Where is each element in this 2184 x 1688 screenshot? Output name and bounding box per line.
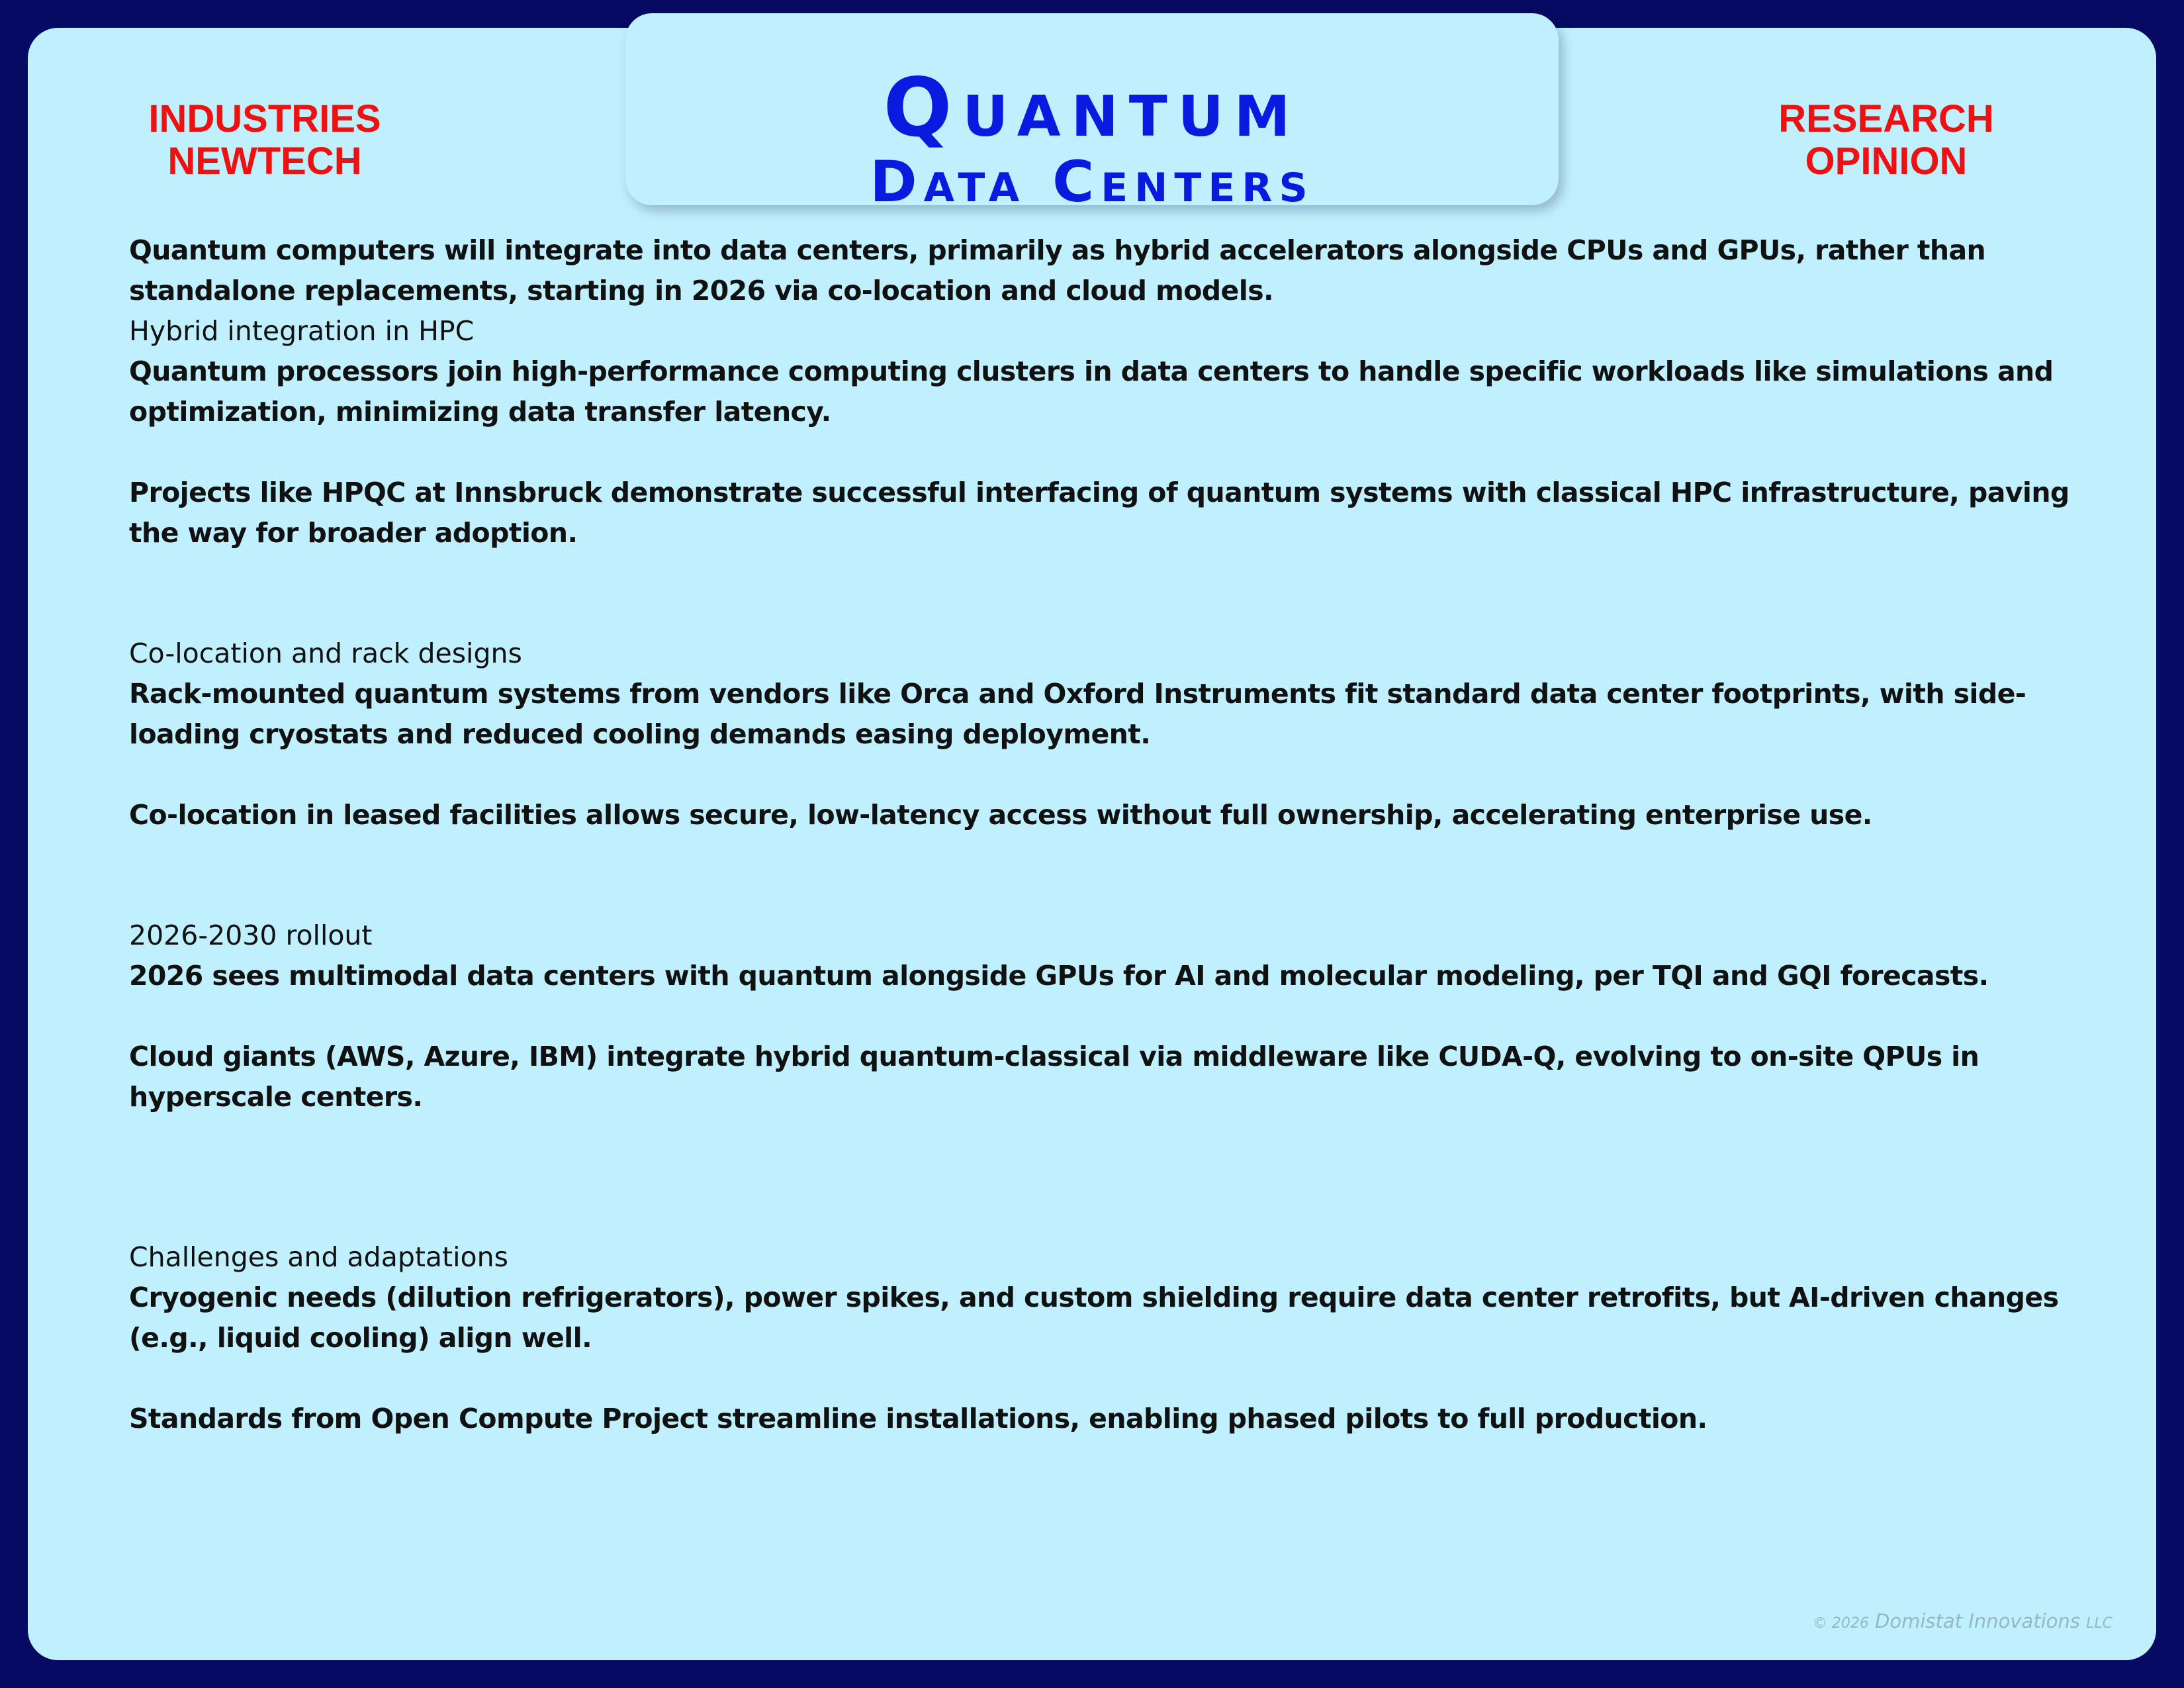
- section-paragraph: Co-location in leased facilities allows secure, low-latency access without full ownership, accelerating enterprise use.: [129, 799, 1872, 831]
- category-research: RESEARCH: [1778, 97, 1994, 140]
- section-heading: Challenges and adaptations: [129, 1241, 508, 1273]
- page-title: Quantum: [883, 61, 1301, 155]
- section-heading: Co-location and rack designs: [129, 637, 522, 669]
- intro-paragraph: Quantum computers will integrate into data centers, primarily as hybrid accelerators alongside CPUs and GPUs, rather than standalone replacements, starting in 2026 via co-location and cloud models.: [129, 234, 1986, 306]
- company-name: Domistat Innovations: [1875, 1610, 2080, 1632]
- category-label-right: [1701, 98, 2071, 183]
- section-paragraph: 2026 sees multimodal data centers with quantum alongside GPUs for AI and molecular modeling, per TQI and GQI forecasts.: [129, 960, 1989, 992]
- section-paragraph: Projects like HPQC at Innsbruck demonstrate successful interfacing of quantum systems with classical HPC infrastructure, paving the way for broader adoption.: [129, 477, 2070, 549]
- category-label-left: [79, 98, 450, 183]
- section-paragraph: Cloud giants (AWS, Azure, IBM) integrate hybrid quantum-classical via middleware like CUDA-Q, evolving to on-site QPUs in hyperscale centers.: [129, 1041, 1979, 1113]
- section-paragraph: Quantum processors join high-performance computing clusters in data centers to handle specific workloads like simulations and optimization, minimizing data transfer latency.: [129, 355, 2054, 428]
- category-industries: INDUSTRIES: [148, 97, 381, 140]
- copyright-year: © 2026: [1812, 1615, 1869, 1632]
- category-opinion: OPINION: [1805, 140, 1968, 183]
- section-paragraph: Standards from Open Compute Project streamline installations, enabling phased pilots to full production.: [129, 1403, 1707, 1434]
- company-suffix: LLC: [2086, 1615, 2113, 1632]
- section-heading: 2026-2030 rollout: [129, 919, 373, 951]
- section-heading: Hybrid integration in HPC: [129, 315, 475, 347]
- category-newtech: NEWTECH: [167, 140, 362, 183]
- title-banner: [625, 13, 1559, 215]
- page-subtitle: Data Centers: [870, 149, 1314, 215]
- article-body: [129, 230, 2081, 1439]
- section-paragraph: Rack-mounted quantum systems from vendors like Orca and Oxford Instruments fit standard data center footprints, with side-loading cryostats and reduced cooling demands easing deployment.: [129, 678, 2026, 750]
- section-paragraph: Cryogenic needs (dilution refrigerators), power spikes, and custom shielding require data center retrofits, but AI-driven changes (e.g., liquid cooling) align well.: [129, 1282, 2059, 1354]
- copyright-footer: [1813, 1610, 2113, 1632]
